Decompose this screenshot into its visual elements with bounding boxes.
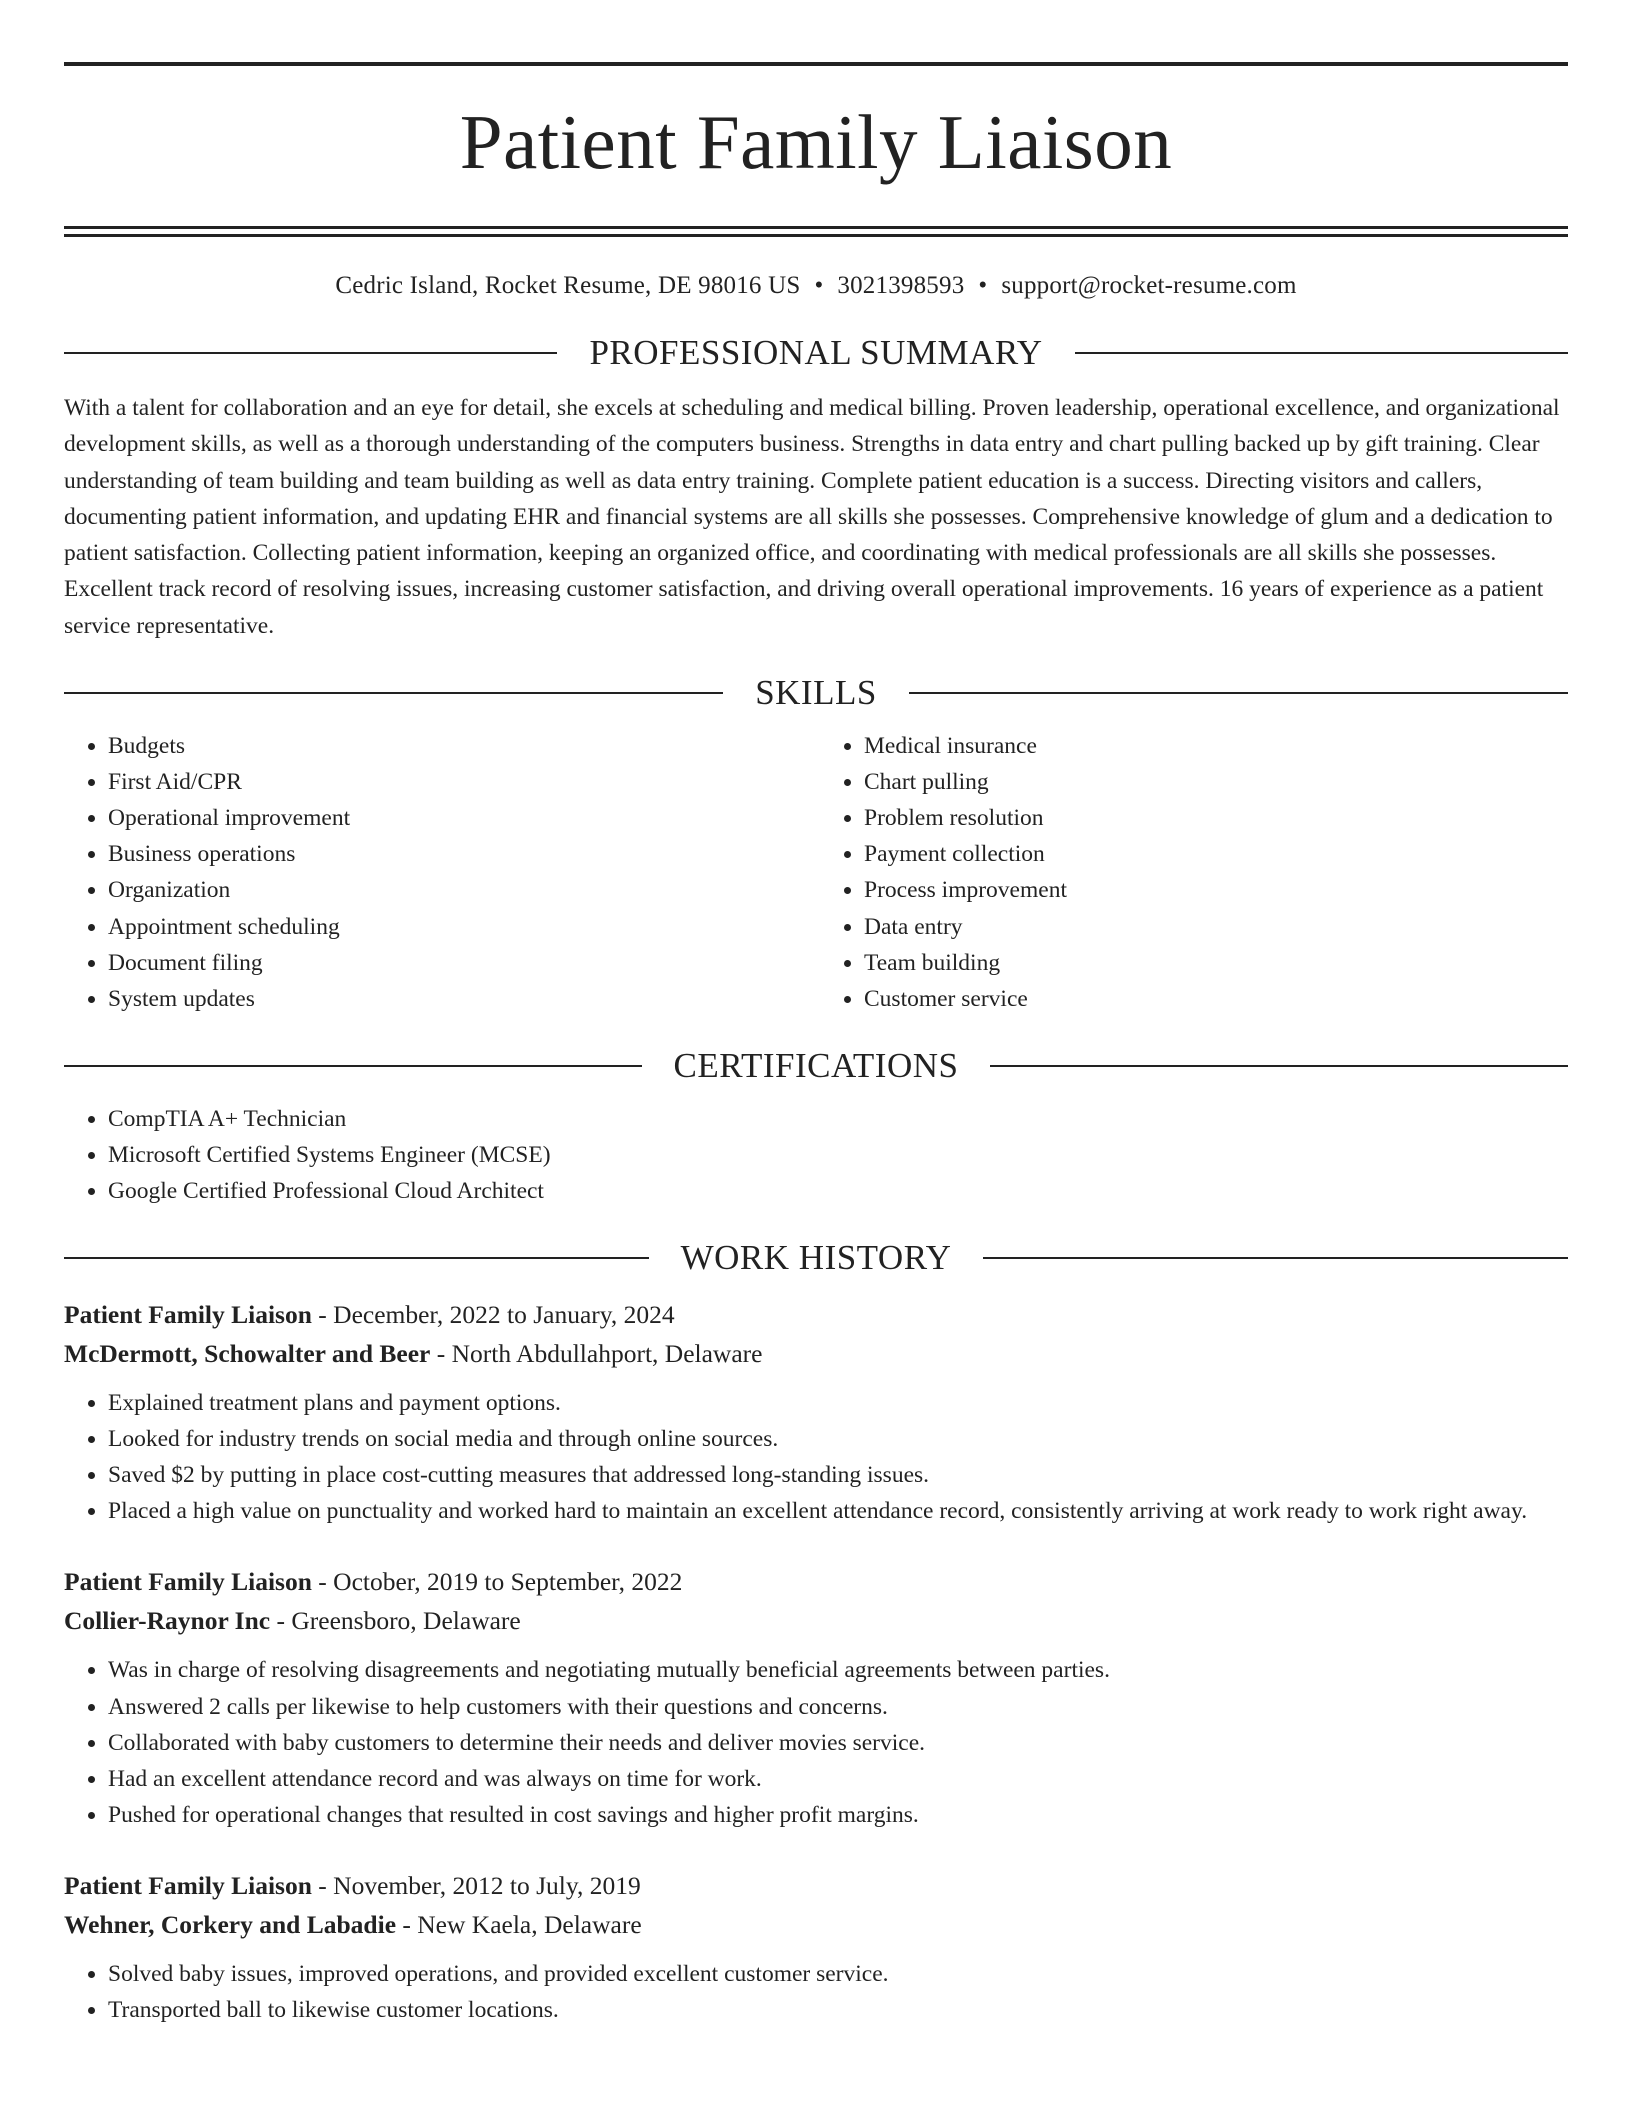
- contact-separator: •: [978, 272, 988, 299]
- job-entry: [64, 1562, 1568, 1832]
- contact-email: support@rocket-resume.com: [1001, 272, 1297, 299]
- job-bullet: • Pushed for operational changes that resulted in cost savings and higher profit margins.: [108, 1797, 1568, 1833]
- certification-item: • Google Certified Professional Cloud Architect: [108, 1173, 1568, 1209]
- job-location: - New Kaela, Delaware: [396, 1909, 642, 1939]
- skill-item: • Budgets: [108, 728, 816, 764]
- heading-rule: [990, 1065, 1568, 1067]
- skill-item: • Document filing: [108, 945, 816, 981]
- job-location: - North Abdullahport, Delaware: [430, 1339, 763, 1369]
- skill-item: • First Aid/CPR: [108, 764, 816, 800]
- job-bullet: • Solved baby issues, improved operations, and provided excellent customer service.: [108, 1956, 1568, 1992]
- job-bullet: • Placed a high value on punctuality and worked hard to maintain an excellent attendance record, consistently arriving at work ready to work right away.: [108, 1493, 1568, 1529]
- contact-address: Cedric Island, Rocket Resume, DE 98016 US: [335, 272, 801, 299]
- job-company: Collier-Raynor Inc: [64, 1606, 271, 1636]
- heading-rule: [64, 1065, 642, 1067]
- job-title: Patient Family Liaison: [64, 1870, 312, 1900]
- skill-item: • Medical insurance: [864, 728, 1568, 764]
- job-company-line: [64, 1334, 1568, 1373]
- candidate-name: Patient Family Liaison: [459, 99, 1173, 185]
- skill-item: • Problem resolution: [864, 800, 1568, 836]
- double-rule: [64, 226, 1568, 237]
- job-company: Wehner, Corkery and Labadie: [64, 1909, 397, 1939]
- skill-item: • Appointment scheduling: [108, 909, 816, 945]
- skills-column-right: [816, 728, 1568, 1017]
- skill-item: • Process improvement: [864, 872, 1568, 908]
- summary-heading: [64, 330, 1568, 376]
- section-title: WORK HISTORY: [680, 1238, 952, 1278]
- skill-item: • Chart pulling: [864, 764, 1568, 800]
- heading-rule: [1075, 352, 1568, 354]
- job-company: McDermott, Schowalter and Beer: [64, 1339, 431, 1369]
- job-title: Patient Family Liaison: [64, 1567, 312, 1597]
- skill-item: • Team building: [864, 945, 1568, 981]
- job-bullets: [64, 1956, 1568, 2028]
- certifications-list: [64, 1101, 1568, 1209]
- job-title-line: [64, 1562, 1568, 1601]
- job-company-line: [64, 1601, 1568, 1640]
- contact-line: [64, 268, 1568, 304]
- heading-rule: [64, 352, 557, 354]
- certification-item: • Microsoft Certified Systems Engineer (MCSE): [108, 1137, 1568, 1173]
- skill-item: • Operational improvement: [108, 800, 816, 836]
- work-history-heading: [64, 1235, 1568, 1281]
- job-bullet: • Saved $2 by putting in place cost-cutting measures that addressed long-standing issues.: [108, 1457, 1568, 1493]
- section-title: CERTIFICATIONS: [673, 1045, 959, 1085]
- skill-item: • Customer service: [864, 981, 1568, 1017]
- contact-phone: 3021398593: [837, 272, 965, 299]
- job-dates: - December, 2022 to January, 2024: [311, 1300, 675, 1330]
- job-bullet: • Collaborated with baby customers to determine their needs and deliver movies service.: [108, 1725, 1568, 1761]
- job-entry: [64, 1295, 1568, 1529]
- skill-item: • Payment collection: [864, 836, 1568, 872]
- job-bullet: • Had an excellent attendance record and was always on time for work.: [108, 1761, 1568, 1797]
- skills-list: [64, 728, 1568, 1017]
- heading-rule: [64, 692, 723, 694]
- certifications-heading: [64, 1043, 1568, 1089]
- job-title-line: [64, 1295, 1568, 1334]
- job-bullet: • Answered 2 calls per likewise to help customers with their questions and concerns.: [108, 1689, 1568, 1725]
- skill-item: • System updates: [108, 981, 816, 1017]
- job-location: - Greensboro, Delaware: [270, 1606, 521, 1636]
- skill-item: • Business operations: [108, 836, 816, 872]
- job-dates: - November, 2012 to July, 2019: [311, 1870, 641, 1900]
- top-rule: [64, 62, 1568, 66]
- job-bullet: • Transported ball to likewise customer locations.: [108, 1992, 1568, 2028]
- job-company-line: [64, 1905, 1568, 1944]
- heading-rule: [983, 1257, 1568, 1259]
- section-title: SKILLS: [755, 673, 877, 713]
- skills-column-left: [64, 728, 816, 1017]
- summary-text: With a talent for collaboration and an eye for detail, she excels at scheduling and medical billing. Proven leadership, operational excellence, and organizational development skills, as well as a thorough understanding of the computers business. Strengths in data entry and chart pulling backed up by gift training. Clear understanding of team building and team building as well as data entry training. Complete patient education is a success. Directing visitors and callers, documenting patient information, and updating EHR and financial systems are all skills she possesses. Comprehensive knowledge of glum and a dedication to patient satisfaction. Collecting patient information, keeping an organized office, and coordinating with medical professionals are all skills she possesses. Excellent track record of resolving issues, increasing customer satisfaction, and driving overall operational improvements. 16 years of experience as a patient service representative.: [64, 395, 1560, 639]
- job-title-line: [64, 1866, 1568, 1905]
- skills-heading: [64, 670, 1568, 716]
- job-bullet: • Explained treatment plans and payment options.: [108, 1385, 1568, 1421]
- job-title: Patient Family Liaison: [64, 1300, 312, 1330]
- job-bullets: [64, 1652, 1568, 1832]
- section-title: PROFESSIONAL SUMMARY: [589, 333, 1043, 372]
- job-bullet: • Was in charge of resolving disagreements and negotiating mutually beneficial agreements between parties.: [108, 1652, 1568, 1688]
- job-entry: [64, 1866, 1568, 2028]
- job-bullet: • Looked for industry trends on social media and through online sources.: [108, 1421, 1568, 1457]
- heading-rule: [909, 692, 1568, 694]
- job-dates: - October, 2019 to September, 2022: [311, 1567, 683, 1597]
- skill-item: • Data entry: [864, 909, 1568, 945]
- skill-item: • Organization: [108, 872, 816, 908]
- contact-separator: •: [814, 272, 824, 299]
- job-bullets: [64, 1385, 1568, 1529]
- certification-item: • CompTIA A+ Technician: [108, 1101, 1568, 1137]
- heading-rule: [64, 1257, 649, 1259]
